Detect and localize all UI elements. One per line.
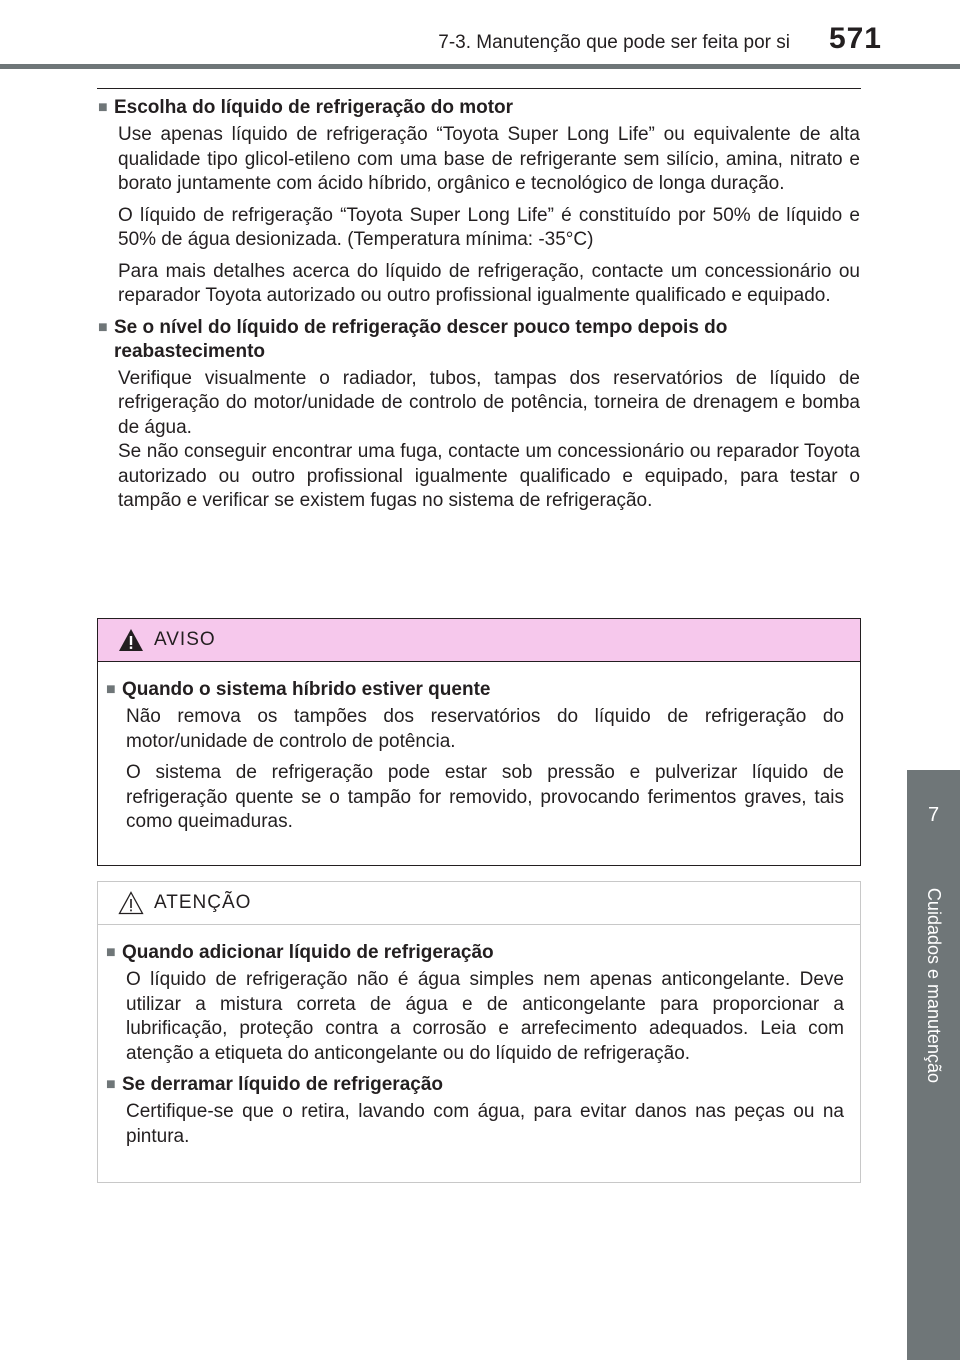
caution-heading — [106, 941, 844, 965]
caution-triangle-icon — [118, 891, 144, 915]
paragraph: Use apenas líquido de refrigeração “Toyota Super Long Life” ou equivalente de alta qualidade tipo glicol-etileno com uma base de refrigerante sem silício, amina, nitrato e borato juntamente com ácido híbrido, orgânico e tecnológico de longa duração. — [118, 124, 860, 194]
paragraph: Não remova os tampões dos reservatórios do líquido de refrigeração do motor/unidade de controlo de potência. — [126, 706, 844, 752]
caution-heading — [106, 1073, 844, 1097]
main-content — [98, 96, 860, 521]
warning-label: AVISO — [154, 629, 216, 650]
content-top-rule — [97, 88, 861, 89]
section-heading — [98, 96, 860, 120]
square-bullet-icon: ■ — [98, 318, 108, 336]
square-bullet-icon: ■ — [106, 681, 116, 698]
warning-body — [98, 662, 860, 835]
header-rule — [0, 64, 960, 69]
warning-header — [98, 619, 860, 662]
paragraph: Verifique visualmente o radiador, tubos, tampas dos reservatórios de líquido de refrigeração do motor/unidade de controlo de potência, torneira de drenagem e bomba de água. — [118, 367, 860, 438]
paragraph: O sistema de refrigeração pode estar sob pressão e pulverizar líquido de refrigeração quente se o tampão for removido, provocando ferimentos graves, tais como queimaduras. — [126, 762, 844, 832]
chapter-label-text: Cuidados e manutenção — [924, 887, 945, 1083]
caution-body — [98, 925, 860, 1149]
section-heading-text: Escolha do líquido de refrigeração do motor — [114, 97, 514, 118]
warning-box — [97, 618, 861, 866]
caution-heading-text: Se derramar líquido de refrigeração — [122, 1074, 444, 1095]
page-number: 571 — [828, 22, 882, 55]
chapter-number: 7 — [927, 804, 940, 826]
section-title: 7-3. Manutenção que pode ser feita por si — [438, 32, 790, 53]
section-heading — [98, 316, 860, 364]
caution-header — [98, 882, 860, 925]
square-bullet-icon: ■ — [106, 944, 116, 961]
square-bullet-icon: ■ — [98, 99, 108, 116]
warning-heading-text: Quando o sistema híbrido estiver quente — [122, 679, 491, 700]
paragraph: Certifique-se que o retira, lavando com água, para evitar danos nas peças ou na pintura. — [126, 1101, 844, 1147]
paragraph: Se não conseguir encontrar uma fuga, contacte um concessionário ou reparador Toyota autorizado ou outro profissional igualmente qualificado e equipado, para testar o tampão e verificar se existem fugas no sistema de refrigeração. — [118, 441, 860, 511]
chapter-label — [907, 865, 960, 1105]
caution-label: ATENÇÃO — [154, 892, 252, 913]
chapter-tab[interactable] — [907, 770, 960, 865]
paragraph: Para mais detalhes acerca do líquido de refrigeração, contacte um concessionário ou reparador Toyota autorizado ou outro profissional igualmente qualificado e equipado. — [118, 260, 860, 306]
paragraph: O líquido de refrigeração “Toyota Super Long Life” é constituído por 50% de líquido e 50% de água desionizada. (Temperatura mínima: -35°C) — [118, 204, 860, 250]
caution-box — [97, 881, 861, 1183]
warning-triangle-icon — [118, 628, 144, 652]
section-heading-text: Se o nível do líquido de refrigeração descer pouco tempo depois do reabastecimento — [114, 316, 728, 362]
paragraph: O líquido de refrigeração não é água simples nem apenas anticongelante. Deve utilizar a mistura correta de água e de anticongelante para proporcionar a lubrificação, proteção contra a corrosão e arrefecimento adequados. Leia com atenção a etiqueta do anticongelante ou do líquido de refrigeração. — [126, 969, 844, 1064]
caution-heading-text: Quando adicionar líquido de refrigeração — [122, 942, 494, 963]
square-bullet-icon: ■ — [106, 1076, 116, 1093]
warning-heading — [106, 678, 844, 702]
